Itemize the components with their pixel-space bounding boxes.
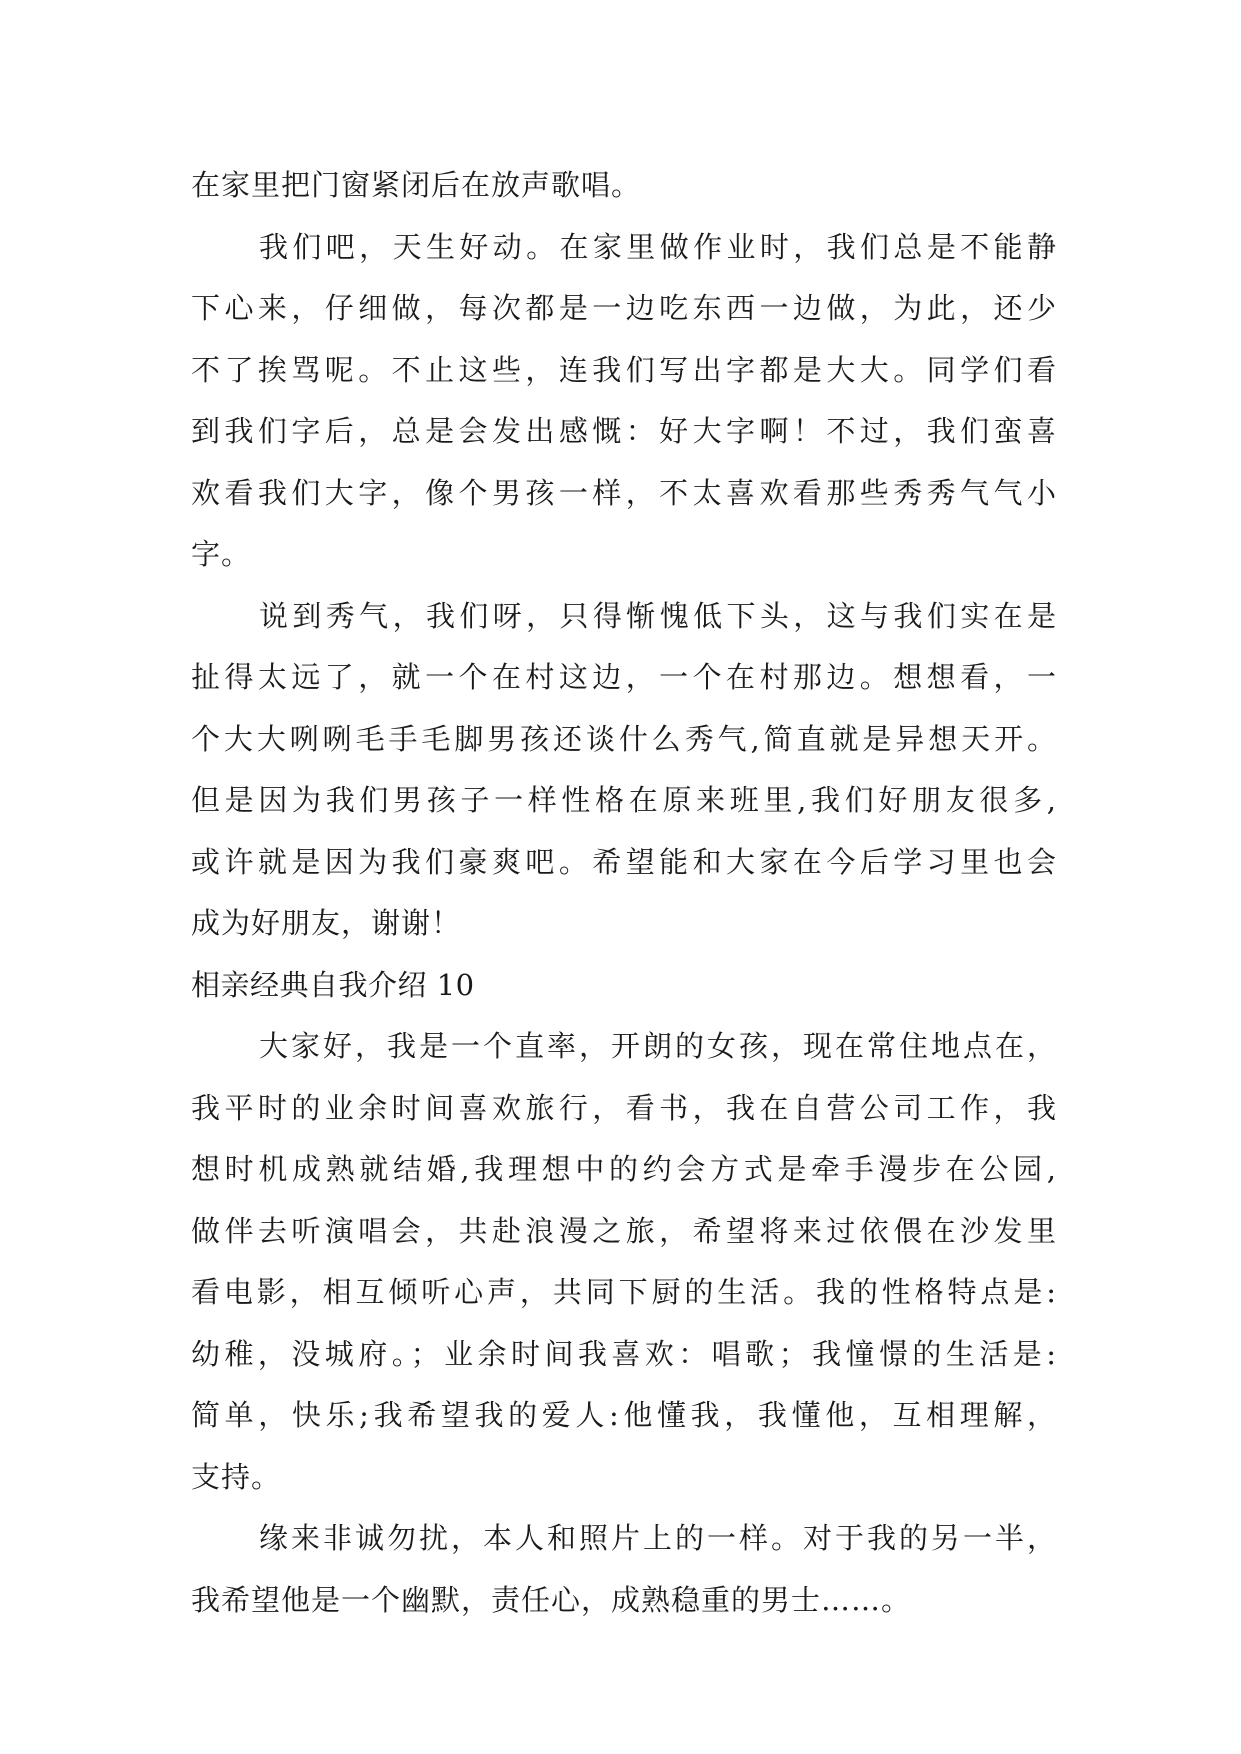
- text-line: 我希望他是一个幽默，责任心，成熟稳重的男士……。: [191, 1582, 912, 1617]
- paragraph: [191, 586, 1057, 955]
- text-line: 看电影，相互倾听心声，共同下厨的生活。我的性格特点是:: [191, 1275, 1057, 1309]
- paragraph: [191, 1016, 1057, 1508]
- text-line: 想时机成熟就结婚,我理想中的约会方式是牵手漫步在公园,: [191, 1152, 1057, 1186]
- paragraph: [191, 1508, 1057, 1631]
- text-line: 缘来非诚勿扰，本人和照片上的一样。对于我的另一半，: [259, 1521, 1057, 1555]
- text-line: 支持。: [191, 1459, 282, 1494]
- text-line: 我平时的业余时间喜欢旅行，看书，我在自营公司工作，我: [191, 1090, 1057, 1125]
- document-body: [191, 155, 1057, 1631]
- text-line: 字。: [191, 537, 252, 571]
- text-line: 在家里把门窗紧闭后在放声歌唱。: [191, 168, 642, 202]
- text-line: 说到秀气，我们呀，只得惭愧低下头，这与我们实在是: [259, 598, 1057, 633]
- text-line: 或许就是因为我们豪爽吧。希望能和大家在今后学习里也会: [191, 844, 1057, 879]
- text-line: 到我们字后，总是会发出感慨：好大字啊！不过，我们蛮喜: [191, 414, 1057, 448]
- text-line: 成为好朋友，谢谢！: [191, 906, 462, 940]
- paragraph: [191, 217, 1057, 586]
- text-line: 但是因为我们男孩子一样性格在原来班里,我们好朋友很多,: [191, 783, 1057, 817]
- text-line: 欢看我们大字，像个男孩一样，不太喜欢看那些秀秀气气小: [191, 475, 1057, 510]
- section-heading: 相亲经典自我介绍 10: [191, 967, 475, 1002]
- text-line: 下心来，仔细做，每次都是一边吃东西一边做，为此，还少: [191, 291, 1057, 325]
- text-line: 我们吧，天生好动。在家里做作业时，我们总是不能静: [259, 229, 1057, 264]
- paragraph: [191, 155, 1057, 217]
- text-line: 大家好，我是一个直率，开朗的女孩，现在常住地点在，: [259, 1029, 1057, 1063]
- text-line: 做伴去听演唱会，共赴浪漫之旅，希望将来过依偎在沙发里: [191, 1213, 1057, 1248]
- text-line: 不了挨骂呢。不止这些，连我们写出字都是大大。同学们看: [191, 352, 1057, 387]
- text-line: 简单，快乐;我希望我的爱人:他懂我，我懂他，互相理解，: [191, 1398, 1057, 1432]
- text-line: 扯得太远了，就一个在村这边，一个在村那边。想想看，一: [191, 660, 1057, 694]
- text-line: 幼稚，没城府。；业余时间我喜欢：唱歌；我憧憬的生活是:: [191, 1336, 1057, 1371]
- text-line: 个大大咧咧毛手毛脚男孩还谈什么秀气,简直就是异想天开。: [191, 721, 1057, 756]
